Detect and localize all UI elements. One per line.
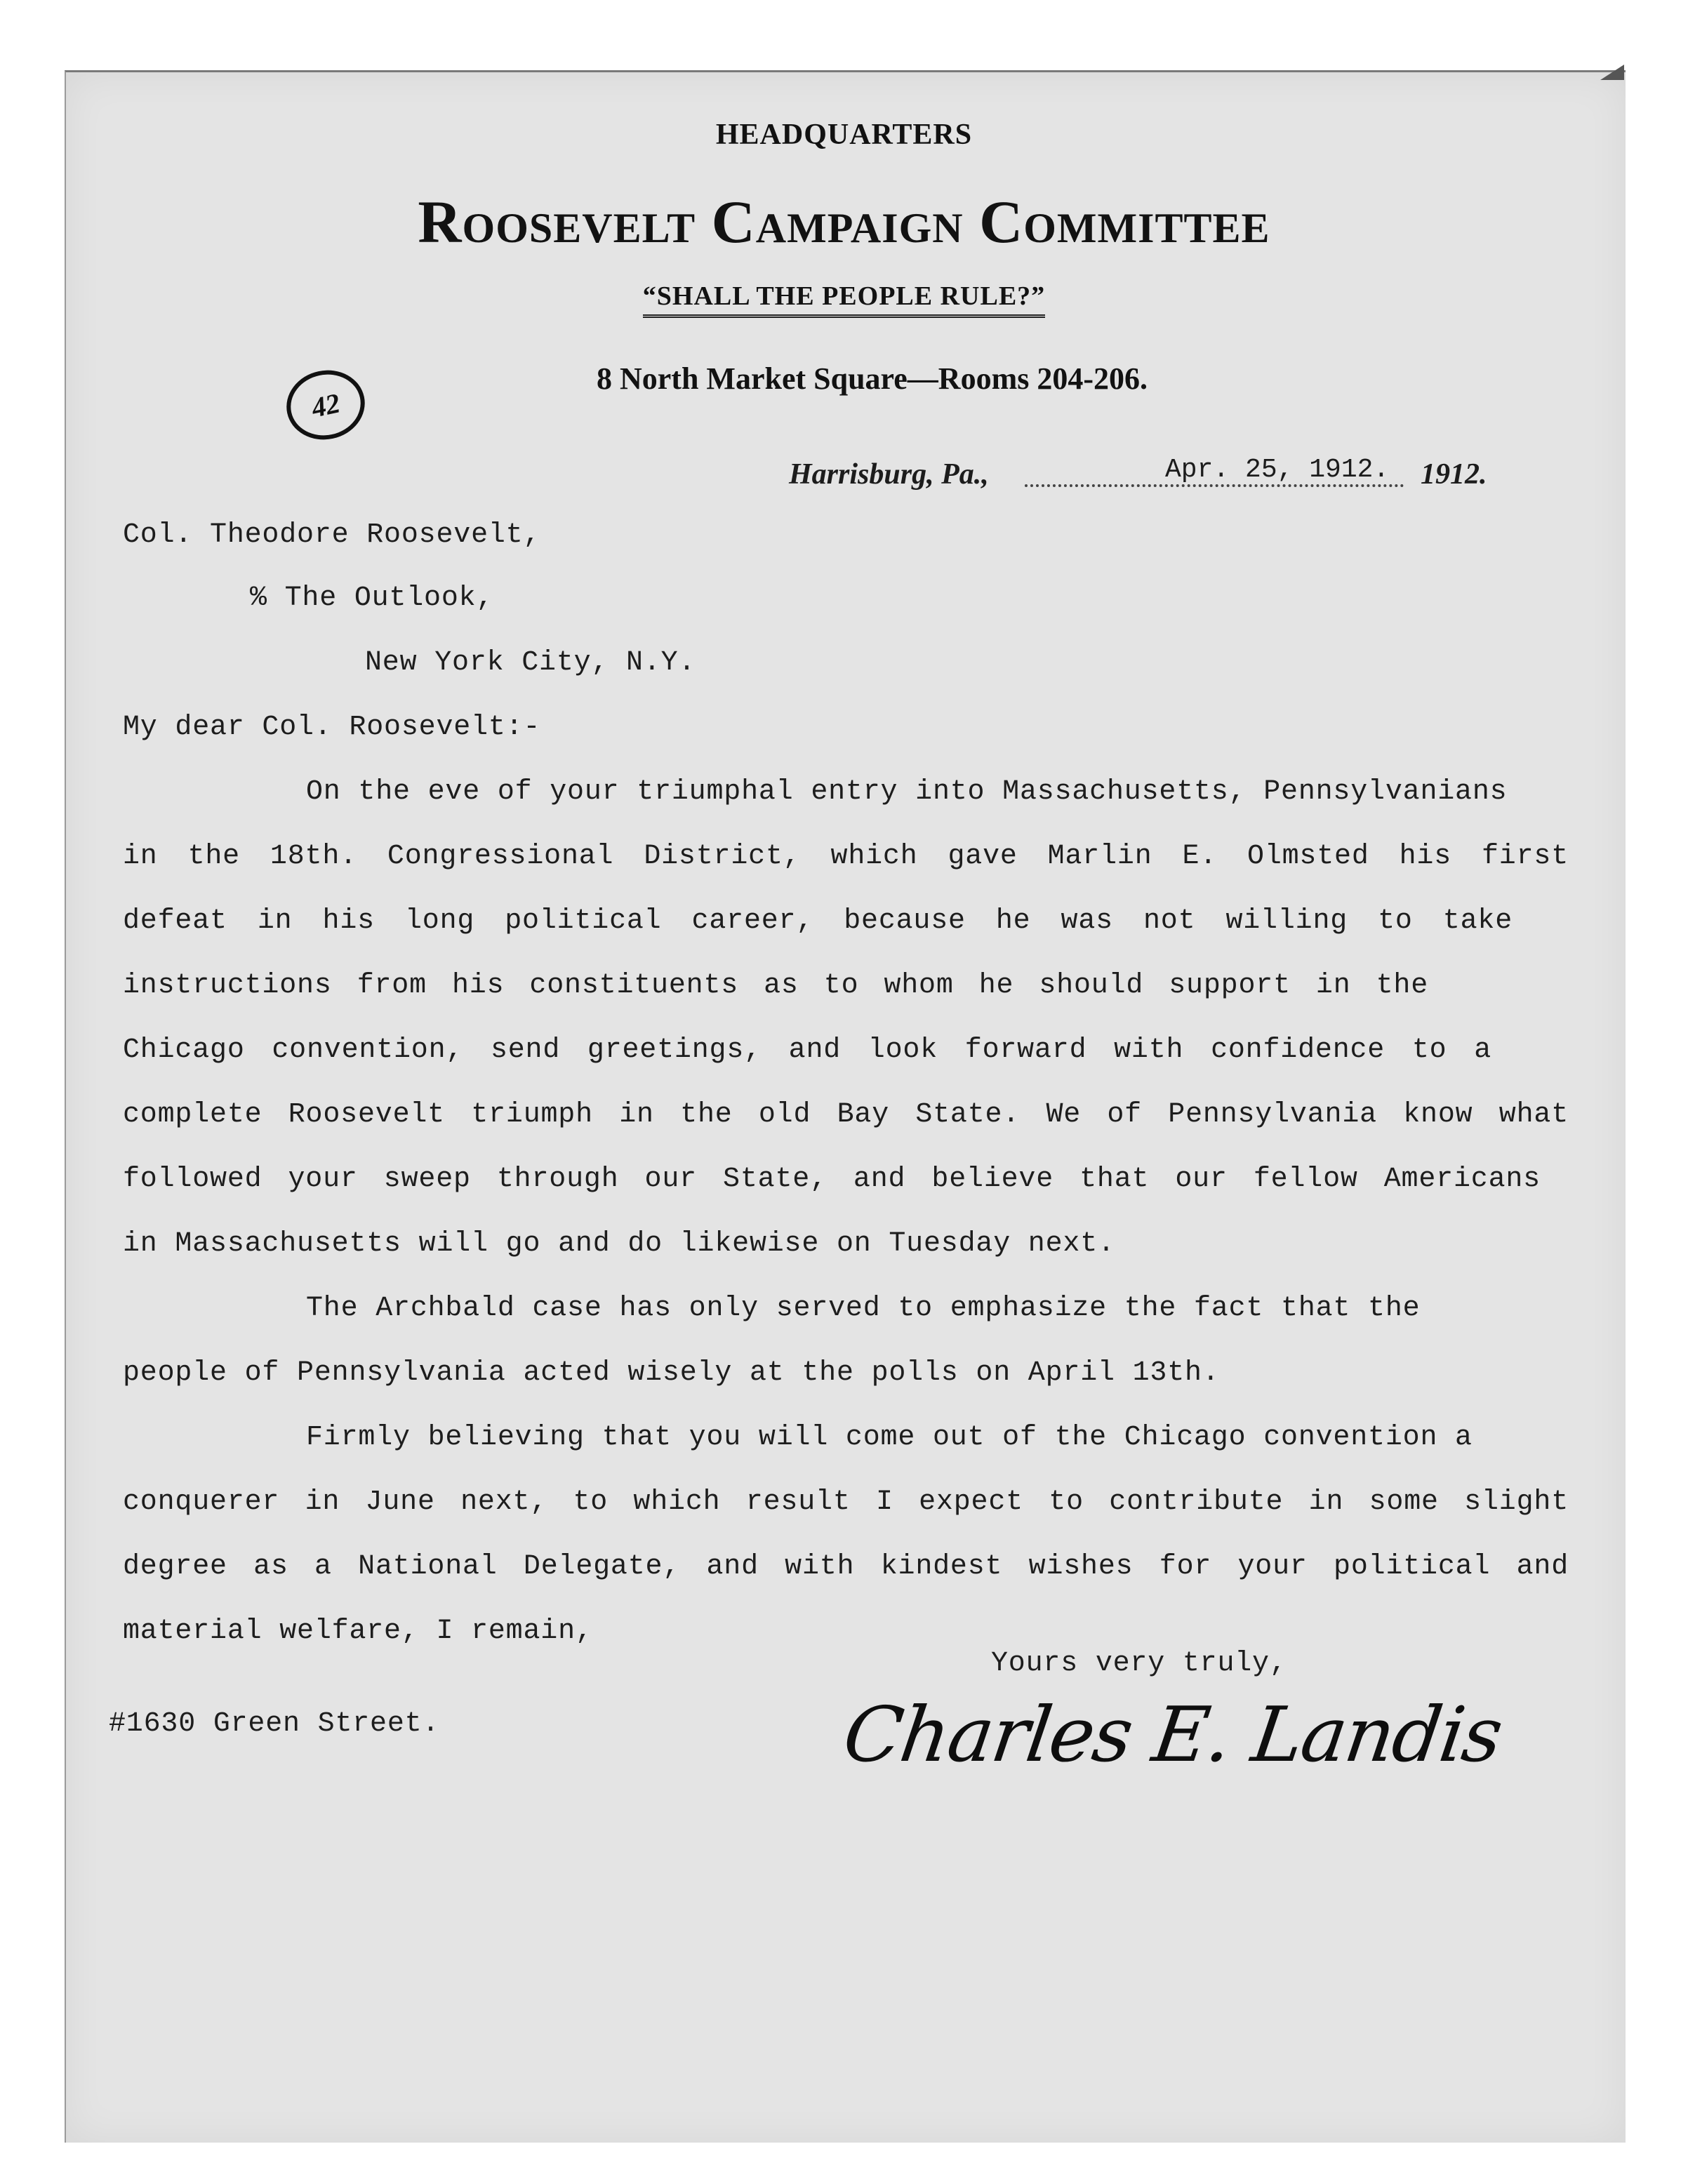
recipient-name: Col. Theodore Roosevelt, bbox=[123, 519, 541, 551]
closing: Yours very truly, bbox=[991, 1648, 1287, 1679]
dateline-date-field bbox=[1025, 455, 1404, 487]
body-line: instructions from his constituents as to whom he should support in the bbox=[123, 970, 1428, 1001]
body-line: followed your sweep through our State, and believe that our fellow Americans bbox=[123, 1164, 1541, 1195]
recipient-city: New York City, N.Y. bbox=[365, 647, 696, 679]
dateline-date: Apr. 25, 1912. bbox=[1165, 455, 1390, 485]
body-line: The Archbald case has only served to emphasize the fact that the bbox=[306, 1293, 1421, 1324]
body-line: Firmly believing that you will come out of the Chicago convention a bbox=[306, 1422, 1473, 1453]
circled-number-stamp: 42 bbox=[280, 363, 371, 446]
letterhead-title: Roosevelt Campaign Committee bbox=[418, 188, 1270, 255]
dateline-printed-year: 1912. bbox=[1421, 458, 1487, 491]
dateline bbox=[789, 455, 1505, 500]
letterhead-headquarters: HEADQUARTERS bbox=[715, 119, 973, 151]
letterhead-motto bbox=[0, 281, 1688, 318]
sender-address: #1630 Green Street. bbox=[109, 1708, 440, 1740]
handwritten-signature: Charles E. Landis bbox=[838, 1691, 1507, 1779]
body-line: in Massachusetts will go and do likewise on Tuesday next. bbox=[123, 1228, 1115, 1260]
body-line: conquerer in June next, to which result I expect to contribute in some slight bbox=[123, 1486, 1569, 1518]
dateline-place: Harrisburg, Pa., bbox=[789, 458, 989, 491]
recipient-care-of: % The Outlook, bbox=[250, 582, 494, 614]
paper-corner bbox=[1600, 65, 1624, 80]
body-line: in the 18th. Congressional District, which gave Marlin E. Olmsted his first bbox=[123, 841, 1569, 872]
salutation: My dear Col. Roosevelt:- bbox=[123, 712, 541, 743]
motto-text: “SHALL THE PEOPLE RULE?” bbox=[643, 281, 1045, 318]
body-line: degree as a National Delegate, and with kindest wishes for your political and bbox=[123, 1551, 1569, 1583]
body-line: Chicago convention, send greetings, and look forward with confidence to a bbox=[123, 1034, 1491, 1066]
body-line: complete Roosevelt triumph in the old Bay State. We of Pennsylvania know what bbox=[123, 1099, 1569, 1131]
letterhead-address: 8 North Market Square—Rooms 204-206. bbox=[596, 361, 1148, 396]
body-line: people of Pennsylvania acted wisely at the polls on April 13th. bbox=[123, 1357, 1220, 1389]
body-line: On the eve of your triumphal entry into Massachusetts, Pennsylvanians bbox=[306, 776, 1508, 808]
body-line: material welfare, I remain, bbox=[123, 1616, 593, 1647]
body-line: defeat in his long political career, because he was not willing to take bbox=[123, 905, 1513, 937]
